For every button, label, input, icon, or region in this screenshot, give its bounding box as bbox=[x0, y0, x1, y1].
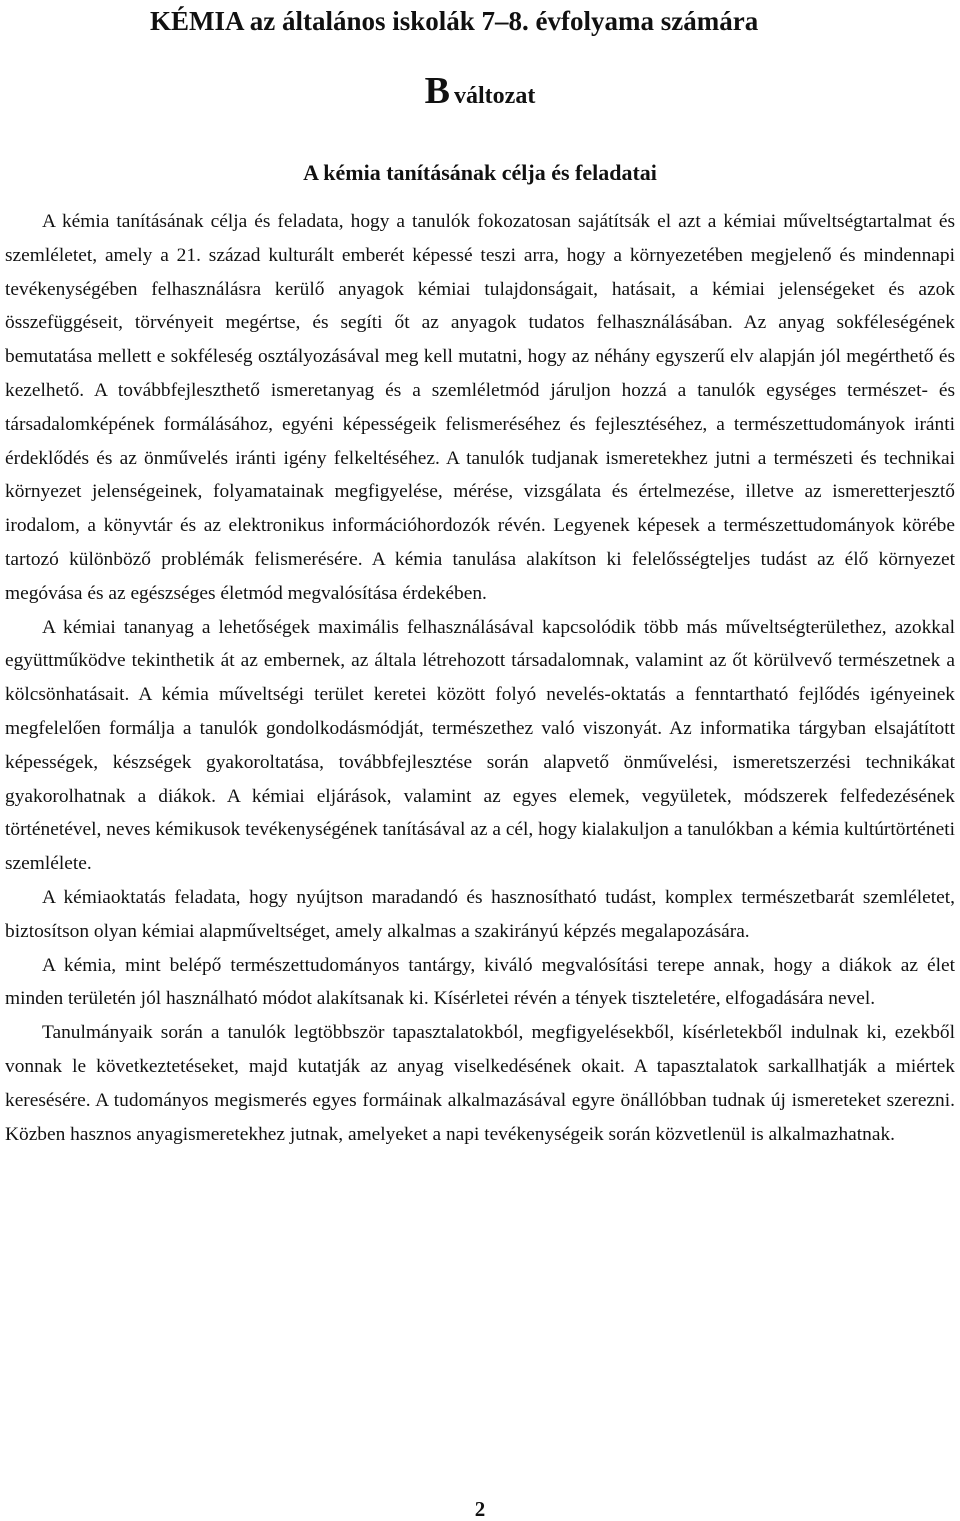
variant-word: változat bbox=[454, 83, 536, 109]
paragraph-5: Tanulmányaik során a tanulók legtöbbször tapasztalatokból, megfigyelésekből, kísérletekből indulnak ki, ezekből vonnak le következtetéseket, majd kutatják az anyag viselkedésének okait. A tapasztalatok sarkallhatják a miértek keresésére. A tudományos megismerés egyes formáinak alkalmazásával egyre önállóbban tudnak új ismereteket szerezni. Közben hasznos anyagismeretekhez jutnak, amelyeket a napi tevékenységeik során közvetlenül is alkalmazhatnak. bbox=[5, 1022, 955, 1145]
paragraph-2: A kémiai tananyag a lehetőségek maximális felhasználásával kapcsolódik több más műveltségterülethez, azokkal együttműködve tekinthetik át az embernek, az általa létrehozott társadalomnak, valamint az őt körülvevő természetnek a kölcsönhatásait. A kémia műveltségi terület keretei között folyó nevelés-oktatás a fenntartható fejlődés igényeinek megfelelően formálja a tanulók gondolkodásmódját, természethez való viszonyát. Az informatika tárgyban elsajátított képességek, készségek gyakoroltatása, továbbfejlesztése során alapvető önművelési, ismeretszerzési technikákat gyakorolhatnak a diákok. A kémiai eljárások, valamint az egyes elemek, vegyületek, módszerek felfedezésének történetével, neves kémikusok tevékenységének tanításával az a cél, hogy kialakuljon a tanulókban a kémia kultúrtörténeti szemlélete. bbox=[5, 616, 955, 875]
page-number: 2 bbox=[474, 1497, 486, 1521]
variant-letter: B bbox=[424, 70, 451, 112]
variant-heading bbox=[5, 71, 955, 111]
section-heading: A kémia tanításának célja és feladatai bbox=[303, 160, 657, 185]
body-text bbox=[5, 205, 955, 1151]
document-title: KÉMIA az általános iskolák 7–8. évfolyama számára bbox=[150, 6, 759, 36]
paragraph-4: A kémia, mint belépő természettudományos tantárgy, kiváló megvalósítási terepe annak, hogy a diákok az élet minden területén jól használható módot alakítsanak ki. Kísérletei révén a tények tiszteletére, elfogadására nevel. bbox=[5, 954, 955, 1010]
paragraph-1: A kémia tanításának célja és feladata, hogy a tanulók fokozatosan sajátítsák el azt a kémiai műveltségtartalmat és szemléletet, amely a 21. század kulturált emberét képessé teszi arra, hogy a környezetében megjelenő és mindennapi tevékenységében felhasználásra kerülő anyagok kémiai tulajdonságait, hatásait, a kémiai jelenségeket és azok összefüggéseit, törvényeit megértse, és segíti őt az anyagok tudatos felhasználásában. Az anyag sokféleségének bemutatása mellett e sokféleség osztályozásával meg kell mutatni, hogy az néhány egyszerű elv alapján jól megérthető és kezelhető. A továbbfejleszthető ismeretanyag és a szemléletmód járuljon hozzá a tanulók egységes természet- és társadalomképének formálásához, egyéni képességeik felismeréséhez és fejlesztéséhez, a természettudományok iránti érdeklődés és az önművelés iránti igény felkeltéséhez. A tanulók tudjanak ismeretekhez jutni a természeti és technikai környezet jelenségeinek, folyamatainak megfigyelése, mérése, vizsgálata és értelmezése, illetve az ismeretterjesztő irodalom, a könyvtár és az elektronikus információhordozók révén. Legyenek képesek a természettudományok körébe tartozó különböző problémák felismerésére. A kémia tanulása alakítson ki felelősségteljes tudást az élő környezet megóvása és az egészséges életmód megvalósítása érdekében. bbox=[5, 211, 955, 604]
paragraph-3: A kémiaoktatás feladata, hogy nyújtson maradandó és hasznosítható tudást, komplex természetbarát szemléletet, biztosítson olyan kémiai alapműveltséget, amely alkalmas a szakirányú képzés megalapozására. bbox=[5, 886, 955, 942]
